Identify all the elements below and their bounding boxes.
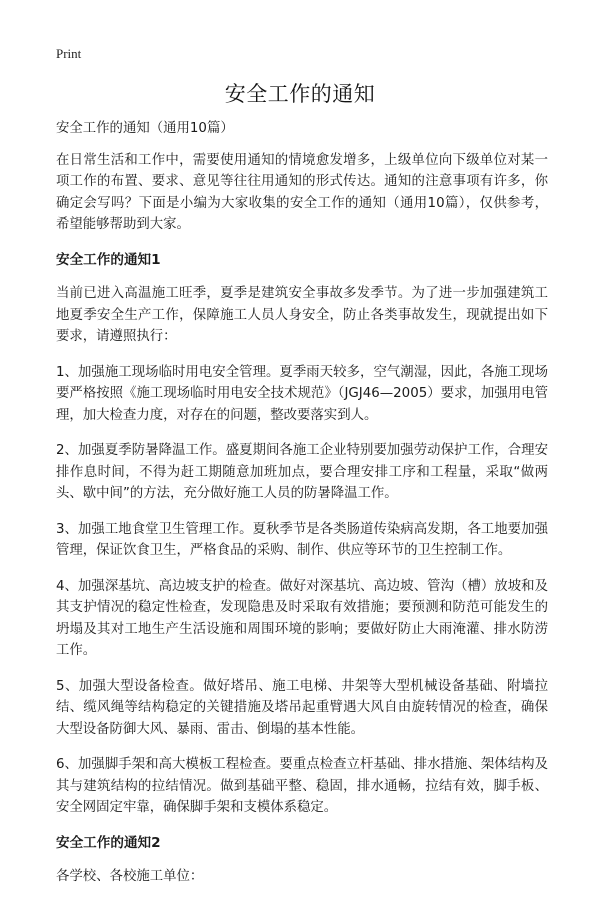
intro-paragraph: 在日常生活和工作中，需要使用通知的情境愈发增多，上级单位向下级单位对某一项工作的布置、要求、意见等往往用通知的形式传达。通知的注意事项有许多，你确定会写吗？下面是小编为大家收集的安全工作的通知（通用10篇），仅供参考，希望能够帮助到大家。 — [56, 152, 548, 232]
section1-item-3: 3、加强工地食堂卫生管理工作。夏秋季节是各类肠道传染病高发期，各工地要加强管理，保证饮食卫生，严格食品的采购、制作、供应等环节的卫生控制工作。 — [56, 521, 548, 558]
section1-item-4: 4、加强深基坑、高边坡支护的检查。做好对深基坑、高边坡、管沟（槽）放坡和及其支护情况的稳定性检查，发现隐患及时采取有效措施；要预测和防范可能发生的坍塌及其对工地生产生活设施和周围环境的影响；要做好防止大雨淹灌、排水防涝工作。 — [56, 578, 548, 658]
section1-item-6: 6、加强脚手架和高大模板工程检查。要重点检查立杆基础、排水措施、架体结构及其与建筑结构的拉结情况。做到基础平整、稳固，排水通畅，拉结有效，脚手板、安全网固定牢靠，确保脚手架和支模体系稳定。 — [56, 757, 548, 815]
section1-item-2: 2、加强夏季防暑降温工作。盛夏期间各施工企业特别要加强劳动保护工作，合理安排作息时间，不得为赶工期随意加班加点，要合理安排工序和工程量，采取“做两头、歇中间”的方法，充分做好施工人员的防暑降温工作。 — [56, 443, 548, 501]
document-subtitle: 安全工作的通知（通用10篇） — [56, 121, 234, 136]
print-label[interactable]: Print — [56, 46, 82, 61]
document-body — [56, 118, 548, 902]
section-heading-2: 安全工作的通知2 — [56, 834, 161, 851]
section1-item-1: 1、加强施工现场临时用电安全管理。夏季雨天较多，空气潮湿，因此，各施工现场要严格按照《施工现场临时用电安全技术规范》（JGJ46—2005）要求，加强用电管理，加大检查力度，对存在的问题，整改要落实到人。 — [56, 364, 548, 423]
section-heading-1: 安全工作的通知1 — [56, 251, 161, 268]
section1-item-5: 5、加强大型设备检查。做好塔吊、施工电梯、井架等大型机械设备基础、附墙拉结、缆风绳等结构稳定的关键措施及塔吊起重臂遇大风自由旋转情况的检查，确保大型设备防御大风、暴雨、雷击、倒塌的基本性能。 — [56, 678, 548, 737]
section1-lead: 当前已进入高温施工旺季，夏季是建筑安全事故多发季节。为了进一步加强建筑工地夏季安全生产工作，保障施工人员人身安全，防止各类事故发生，现就提出如下要求，请遵照执行： — [56, 286, 548, 344]
document-title: 安全工作的通知 — [224, 82, 376, 106]
section2-lead: 各学校、各校施工单位： — [56, 869, 204, 884]
